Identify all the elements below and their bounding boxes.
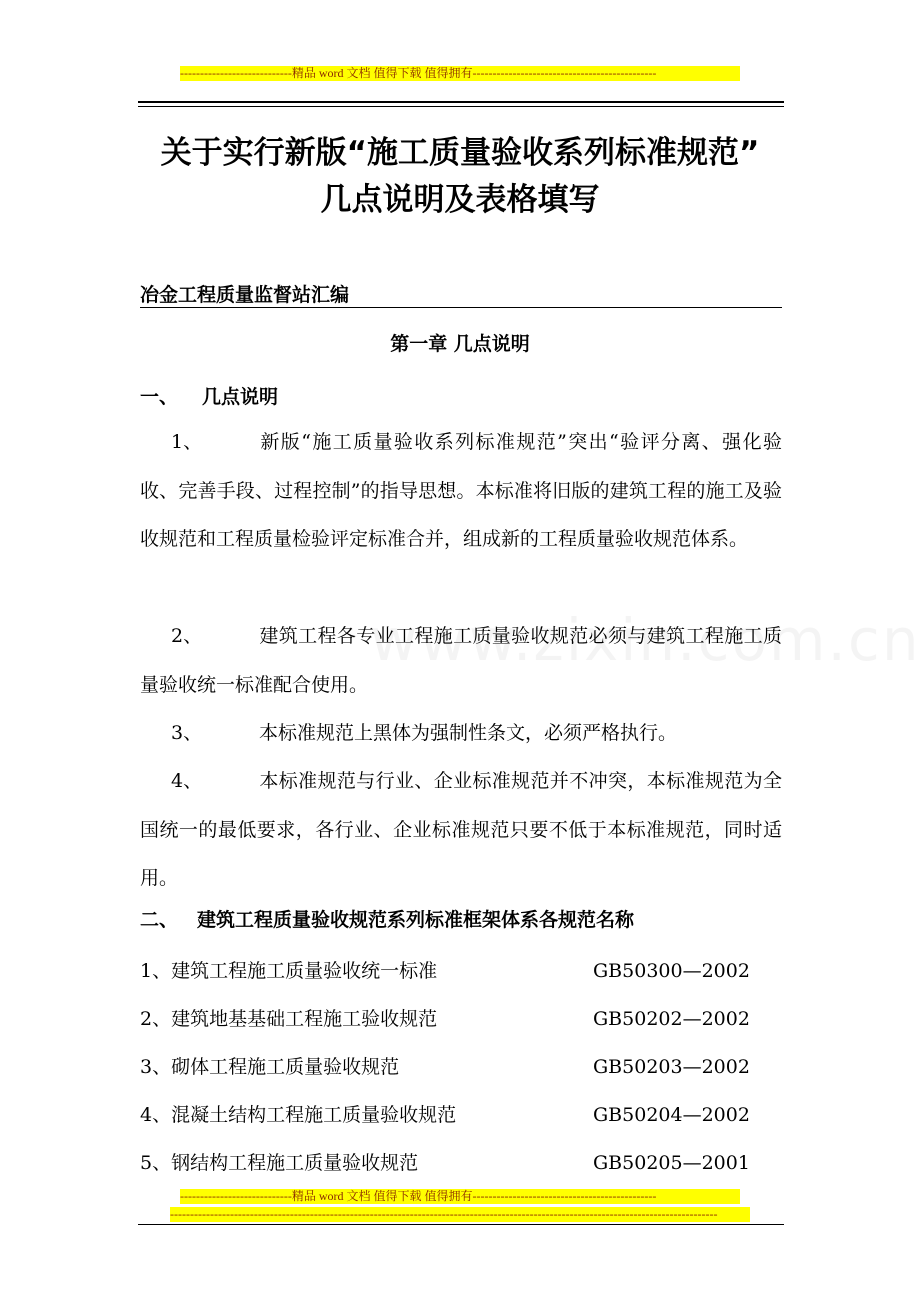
list-item-text: 本标准规范与行业、企业标准规范并不冲突，本标准规范为全国统一的最低要求，各行业、企业标准规范只要不低于本标准规范，同时适用。 [140,770,782,889]
document-title-line2: 几点说明及表格填写 [320,182,600,218]
standard-code: GB50300—2002 [593,960,750,982]
section1-heading [140,383,278,411]
header-rule-thick [138,101,784,103]
standard-name: 5、钢结构工程施工质量验收规范 [140,1152,419,1174]
list-item-text: 建筑工程各专业工程施工质量验收规范必须与建筑工程施工质量验收统一标准配合使用。 [140,625,782,696]
section1-title: 几点说明 [202,386,279,408]
header-rule-thin [138,106,784,107]
standard-code: GB50205—2001 [593,1152,750,1174]
standard-code: GB50203—2002 [593,1056,750,1078]
chapter-title: 第一章 几点说明 [390,333,530,355]
standard-row [140,1005,782,1033]
standard-name: 2、建筑地基基础工程施工验收规范 [140,1008,438,1030]
standard-code: GB50202—2002 [593,1008,750,1030]
list-item-text: 新版“施工质量验收系列标准规范”突出“验评分离、强化验收、完善手段、过程控制”的指导思想。本标准将旧版的建筑工程的施工及验收规范和工程质量检验评定标准合并，组成新的工程质量验收规范体系。 [140,431,782,550]
standard-name: 4、混凝土结构工程施工质量验收规范 [140,1104,457,1126]
watermark-text [370,606,920,674]
list-item-index: 1、 [171,431,203,453]
section2-heading [140,906,634,934]
document-title-line1: 关于实行新版“施工质量验收系列标准规范” [160,135,760,171]
standard-row [140,1149,782,1177]
list-item-index: 4、 [171,770,203,792]
list-item [140,418,782,564]
standard-row [140,957,782,985]
standard-name: 1、建筑工程施工质量验收统一标准 [140,960,438,982]
section2-title: 建筑工程质量验收规范系列标准框架体系各规范名称 [197,909,635,931]
footer-dash-line: ----------------------------------------------------------------------------------------------------------------------------------------- [170,1207,750,1222]
list-item-index: 2、 [171,625,203,647]
list-item-index: 3、 [171,722,203,744]
section2-number: 二、 [140,909,179,931]
footer-rule [138,1224,784,1225]
compiler-line: 冶金工程质量监督站汇编 [140,283,782,308]
standard-name: 3、砌体工程施工质量验收规范 [140,1056,400,1078]
list-item-text: 本标准规范上黑体为强制性条文，必须严格执行。 [259,722,678,744]
standard-row [140,1053,782,1081]
standard-row [140,1101,782,1129]
section1-number: 一、 [140,386,179,408]
list-item [140,709,782,758]
footer-banner: ----------------------------精品 word 文档 值得下载 值得拥有---------------------------------------------- [180,1189,740,1204]
list-item [140,757,782,903]
standard-code: GB50204—2002 [593,1104,750,1126]
header-banner: ----------------------------精品 word 文档 值得下载 值得拥有---------------------------------------------- [180,66,740,81]
